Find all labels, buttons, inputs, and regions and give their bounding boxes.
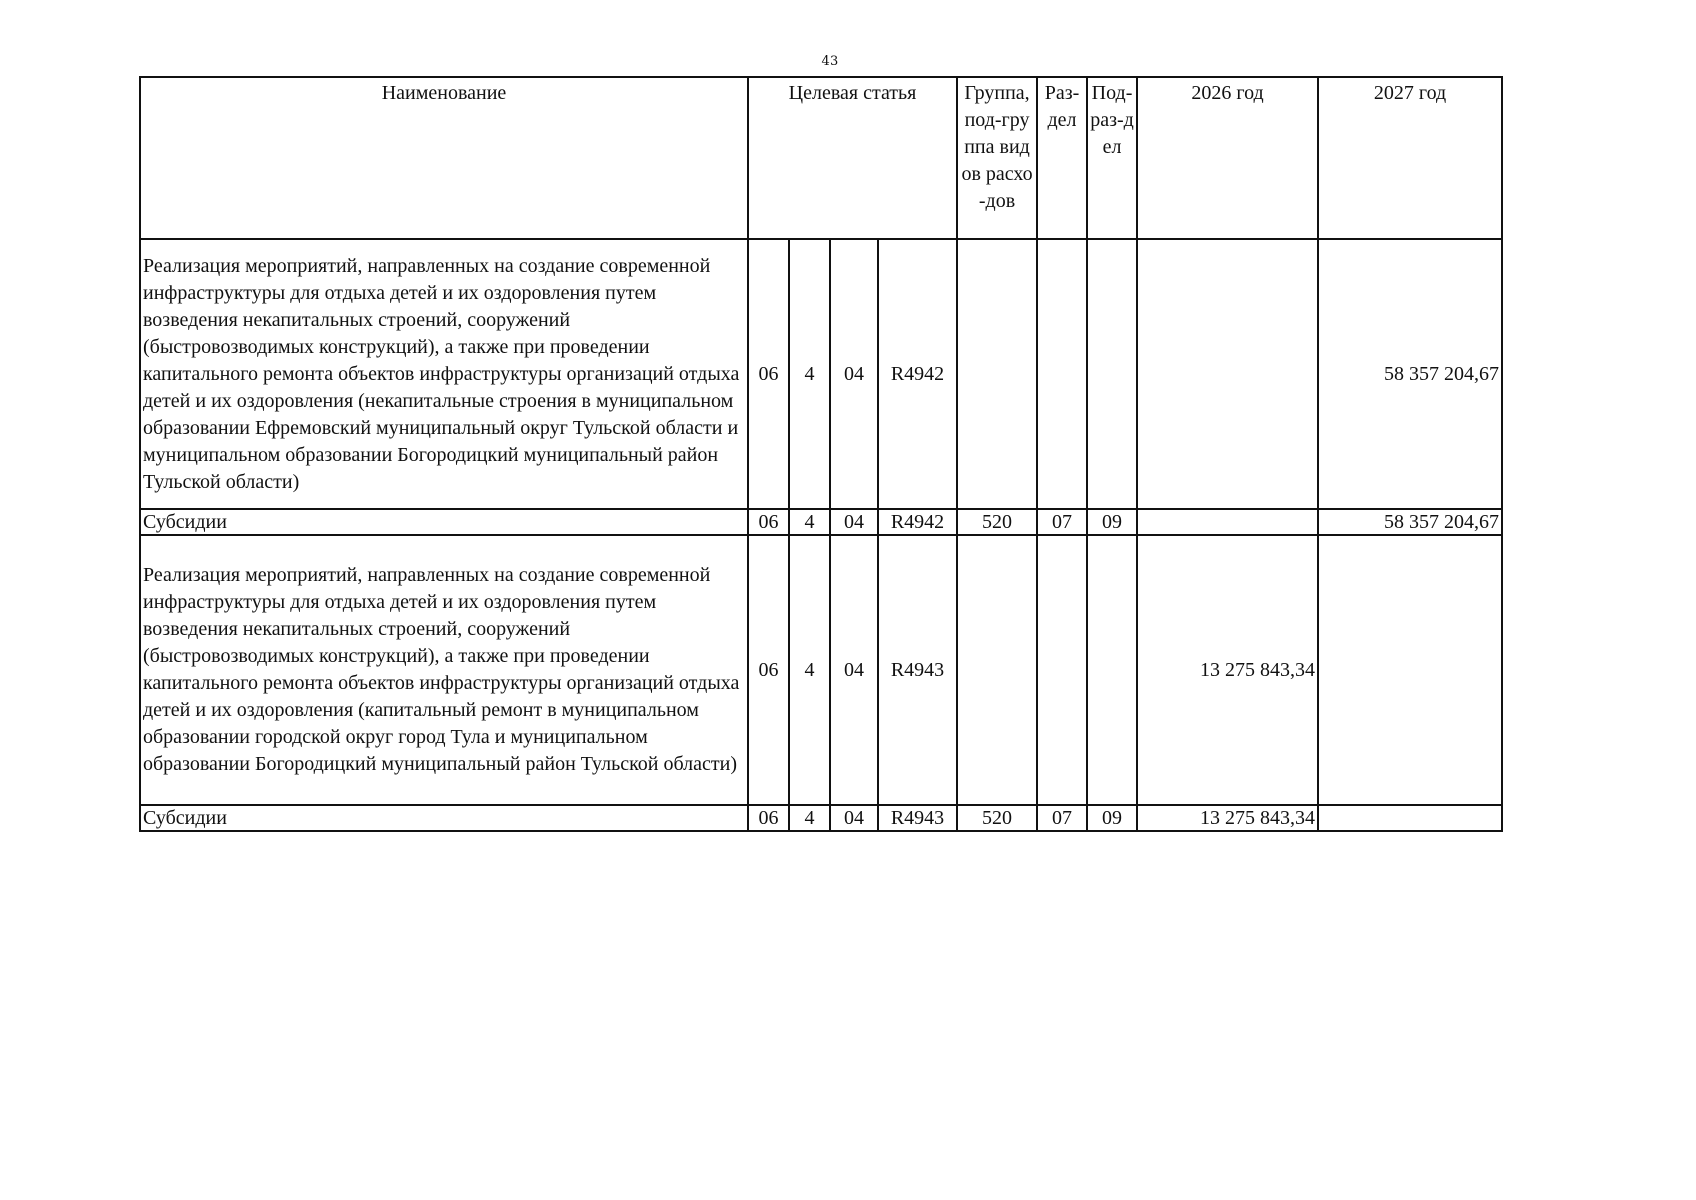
header-year-2027: 2027 год xyxy=(1318,77,1502,239)
header-expense-group: Группа, под-группа видов расхо-дов xyxy=(957,77,1037,239)
row-code-direction: R4943 xyxy=(878,805,957,831)
row-amount-2026: 13 275 843,34 xyxy=(1137,805,1318,831)
header-year-2026: 2026 год xyxy=(1137,77,1318,239)
row-code-direction: R4942 xyxy=(878,509,957,535)
row-code-subprogram: 04 xyxy=(830,509,878,535)
row-section xyxy=(1037,239,1087,509)
row-amount-2026 xyxy=(1137,239,1318,509)
header-section: Раз-дел xyxy=(1037,77,1087,239)
row-name: Реализация мероприятий, направленных на создание современной инфраструктуры для отдыха детей и их оздоровления путем возведения некапитальных строений, сооружений (быстровозводимых конструкций), а также при проведении капитального ремонта объектов инфраструктуры организаций отдыха детей и их оздоровления (некапитальные строения в муниципальном образовании Ефремовский муниципальный округ Тульской области и муниципальном образовании Богородицкий муниципальный район Тульской области) xyxy=(140,239,748,509)
table-row xyxy=(140,805,1502,831)
row-code-subprogram: 04 xyxy=(830,535,878,805)
row-section: 07 xyxy=(1037,805,1087,831)
page-number: 43 xyxy=(821,54,839,69)
row-amount-2026 xyxy=(1137,509,1318,535)
row-code-type: 4 xyxy=(789,535,830,805)
row-subsection: 09 xyxy=(1087,805,1137,831)
row-section: 07 xyxy=(1037,509,1087,535)
row-name: Субсидии xyxy=(140,805,748,831)
row-code-direction: R4943 xyxy=(878,535,957,805)
table-row xyxy=(140,239,1502,509)
row-code-type: 4 xyxy=(789,509,830,535)
row-expense-group: 520 xyxy=(957,805,1037,831)
row-amount-2027: 58 357 204,67 xyxy=(1318,239,1502,509)
header-subsection: Под-раз-дел xyxy=(1087,77,1137,239)
row-expense-group: 520 xyxy=(957,509,1037,535)
row-code-direction: R4942 xyxy=(878,239,957,509)
row-amount-2026: 13 275 843,34 xyxy=(1137,535,1318,805)
row-code-type: 4 xyxy=(789,805,830,831)
row-code-program: 06 xyxy=(748,805,789,831)
row-code-program: 06 xyxy=(748,509,789,535)
row-section xyxy=(1037,535,1087,805)
row-code-program: 06 xyxy=(748,239,789,509)
row-name: Реализация мероприятий, направленных на создание современной инфраструктуры для отдыха детей и их оздоровления путем возведения некапитальных строений, сооружений (быстровозводимых конструкций), а также при проведении капитального ремонта объектов инфраструктуры организаций отдыха детей и их оздоровления (капитальный ремонт в муниципальном образовании городской округ город Тула и муниципальном образовании Богородицкий муниципальный район Тульской области) xyxy=(140,535,748,805)
row-subsection: 09 xyxy=(1087,509,1137,535)
row-name: Субсидии xyxy=(140,509,748,535)
table-row xyxy=(140,509,1502,535)
header-name: Наименование xyxy=(140,77,748,239)
row-subsection xyxy=(1087,535,1137,805)
row-code-program: 06 xyxy=(748,535,789,805)
row-code-type: 4 xyxy=(789,239,830,509)
row-subsection xyxy=(1087,239,1137,509)
row-amount-2027: 58 357 204,67 xyxy=(1318,509,1502,535)
header-row xyxy=(140,77,1502,239)
row-amount-2027 xyxy=(1318,805,1502,831)
budget-table xyxy=(139,76,1503,832)
row-amount-2027 xyxy=(1318,535,1502,805)
row-expense-group xyxy=(957,239,1037,509)
header-target-article: Целевая статья xyxy=(748,77,957,239)
row-expense-group xyxy=(957,535,1037,805)
row-code-subprogram: 04 xyxy=(830,239,878,509)
table-row xyxy=(140,535,1502,805)
row-code-subprogram: 04 xyxy=(830,805,878,831)
